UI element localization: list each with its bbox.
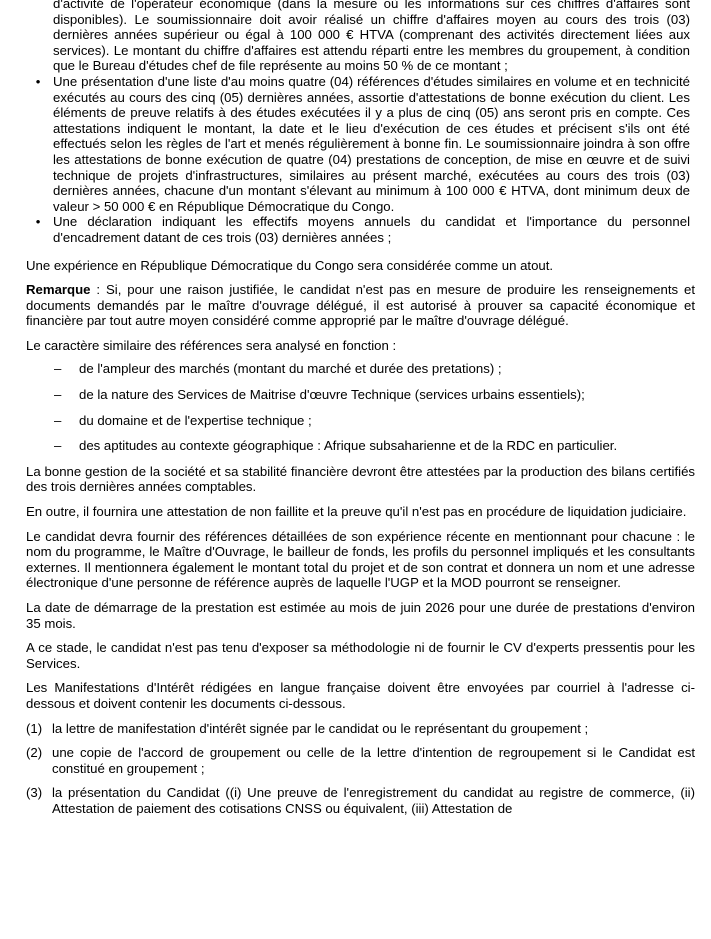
dash-marker: – bbox=[54, 387, 62, 403]
bullet-item-references: • Une présentation d'une liste d'au moins quatre (04) références d'études similaires en volume et en technicité exécutés au cours des cinq (05) dernières années, assortie d'attestations de bonne exécution du client. Les éléments de preuve relatifs à des études exécutées il y a plus de cinq (05) ans seront pris en compte. Ces attestations indiquent le montant, la date et le lieu d'exécution de ces études et précisent s'ils ont été effectués selon les règles de l'art et menés régulièrement à bonne fin. Le soumissionnaire joindra à son offre les attestations de bonne exécution de quatre (04) prestations de conception, de mise en œuvre et de suivi technique de projets d'infrastructures, similaires au présent marché, exécutées au cours des trois (03) dernières années, chacune d'un montant s'élevant au minimum à 100 000 € HTVA, dont minimum deux de valeur > 50 000 € en République Démocratique du Congo. bbox=[53, 74, 690, 214]
remarque-text: : Si, pour une raison justifiée, le candidat n'est pas en mesure de produire les renseignements et documents demandés par le maître d'ouvrage délégué, il est autorisé à prouver sa capacité économique et financière par tout autre moyen considéré comme approprié par le maître d'ouvrage délégué. bbox=[26, 282, 695, 329]
experience-paragraph: Une expérience en République Démocratique du Congo sera considérée comme un atout. bbox=[26, 257, 554, 273]
bullet-marker: • bbox=[35, 73, 41, 89]
criteria-bullet-list bbox=[0, 0, 711, 246]
item-number: (3) bbox=[26, 785, 43, 801]
dash-item: – du domaine et de l'expertise technique ; bbox=[54, 412, 312, 428]
bullet-item-turnover: d'activité de l'opérateur économique (dans la mesure où les informations sur ces chiffres d'affaires sont disponibles). Le soumissionnaire doit avoir réalisé un chiffre d'affaires moyen au cours des trois (03) dernières années supérieur ou égal à 100 000 € HTVA (comprenant des activités directement liées aux services). Le montant du chiffre d'affaires est attendu réparti entre les membres du groupement, à condition que le Bureau d'études chef de file représente au moins 50 % de ce montant ; bbox=[53, 0, 690, 74]
numbered-item: (3) la présentation du Candidat ((i) Une preuve de l'enregistrement du candidat au registre de commerce, (ii) Attestation de paiement des cotisations CNSS ou équivalent, (iii) Attestation de bbox=[26, 785, 695, 816]
numbered-item: (2) une copie de l'accord de groupement ou celle de la lettre d'intention de regroupement si le Candidat est constitué en groupement ; bbox=[26, 745, 695, 776]
dash-item: – des aptitudes au contexte géographique : Afrique subsaharienne et de la RDC en particulier. bbox=[54, 438, 618, 454]
dash-marker: – bbox=[54, 361, 62, 377]
non-bankruptcy-paragraph: En outre, il fournira une attestation de non faillite et la preuve qu'il n'est pas en procédure de liquidation judiciaire. bbox=[26, 504, 687, 520]
remarque-paragraph bbox=[0, 282, 711, 329]
item-number: (2) bbox=[26, 745, 43, 761]
methodology-paragraph: A ce stade, le candidat n'est pas tenu d'exposer sa méthodologie ni de fournir le CV d'experts pressentis pour les Services. bbox=[26, 640, 695, 671]
dash-item: – de l'ampleur des marchés (montant du marché et durée des pretations) ; bbox=[54, 361, 502, 377]
bullet-marker: • bbox=[35, 214, 41, 230]
numbered-item: (1) la lettre de manifestation d'intérêt signée par le candidat ou le représentant du groupement ; bbox=[26, 720, 589, 736]
bullet-item-staff: • Une déclaration indiquant les effectifs moyens annuels du candidat et l'importance du personnel d'encadrement datant de ces trois (03) dernières années ; bbox=[53, 214, 690, 245]
start-date-paragraph: La date de démarrage de la prestation est estimée au mois de juin 2026 pour une durée de prestations d'environ 35 mois. bbox=[26, 600, 695, 631]
remarque-label: Remarque bbox=[26, 282, 91, 298]
dash-marker: – bbox=[54, 438, 62, 454]
financial-management-paragraph: La bonne gestion de la société et sa stabilité financière devront être attestées par la production des bilans certifiés des trois dernières années comptables. bbox=[26, 463, 695, 495]
similarity-criteria-list bbox=[0, 361, 711, 453]
dash-marker: – bbox=[54, 412, 62, 428]
dash-item: – de la nature des Services de Maitrise d'œuvre Technique (services urbains essentiels); bbox=[54, 387, 585, 403]
similarity-paragraph: Le caractère similaire des références sera analysé en fonction : bbox=[26, 337, 397, 353]
submission-paragraph: Les Manifestations d'Intérêt rédigées en langue française doivent être envoyées par courriel à l'adresse ci-dessous et doivent contenir les documents ci-dessous. bbox=[26, 680, 695, 711]
required-documents-list bbox=[0, 721, 711, 817]
references-paragraph: Le candidat devra fournir des références détaillées de son expérience récente en mentionnant pour chacune : le nom du programme, le Maître d'Ouvrage, le bailleur de fonds, les profils du personnel impliqués et les consultants externes. Il mentionnera également le montant total du projet et de son contrat et donnera un nom et une adresse électronique d'une personne de référence auprès de laquelle l'UGP et la MOD pourront se renseigner. bbox=[26, 528, 695, 591]
item-number: (1) bbox=[26, 720, 43, 736]
